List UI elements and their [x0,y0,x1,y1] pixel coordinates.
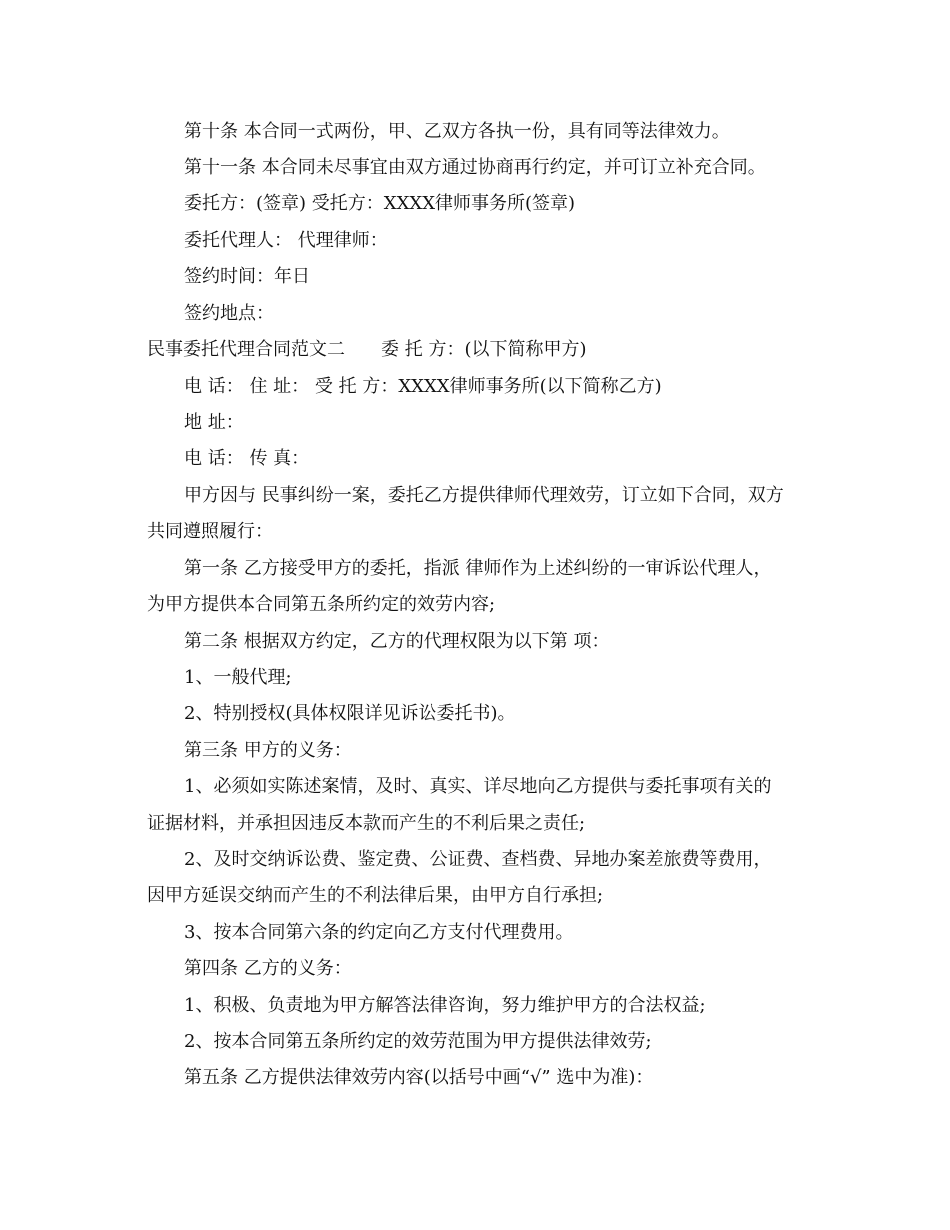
text-line: 2、按本合同第五条所约定的效劳范围为甲方提供法律效劳; [184,1031,652,1052]
text-line: 地 址： [184,412,244,433]
text-line: 1、必须如实陈述案情，及时、真实、详尽地向乙方提供与委托事项有关的 [184,776,772,797]
text-line: 第五条 乙方提供法律效劳内容(以括号中画“√” 选中为准)： [184,1067,654,1088]
text-line: 共同遵照履行： [147,521,273,542]
text-line: 委托方：(签章) 受托方：XXXX律师事务所(签章) [184,193,576,214]
text-line: 1、一般代理; [184,667,292,688]
text-line: 因甲方延误交纳而产生的不利法律后果，由甲方自行承担; [147,885,604,906]
text-line: 第四条 乙方的义务： [184,958,352,979]
text-line: 甲方因与 民事纠纷一案，委托乙方提供律师代理效劳，订立如下合同，双方 [184,485,784,506]
text-line: 第二条 根据双方约定，乙方的代理权限为以下第 项： [184,631,610,652]
text-line: 民事委托代理合同范文二 委 托 方：(以下简称甲方) [147,339,587,360]
text-line: 签约时间：年日 [184,266,310,287]
text-line: 电 话： 传 真： [184,448,310,469]
text-line: 第十一条 本合同未尽事宜由双方通过协商再行约定，并可订立补充合同。 [184,157,766,178]
text-line: 签约地点： [184,303,274,324]
text-line: 委托代理人： 代理律师： [184,230,388,251]
text-line: 第三条 甲方的义务： [184,740,352,761]
text-line: 第一条 乙方接受甲方的委托，指派 律师作为上述纠纷的一审诉讼代理人， [184,558,772,579]
text-line: 为甲方提供本合同第五条所约定的效劳内容; [147,594,496,615]
text-line: 1、积极、负责地为甲方解答法律咨询，努力维护甲方的合法权益; [184,995,706,1016]
text-line: 电 话： 住 址： 受 托 方：XXXX律师事务所(以下简称乙方) [184,376,662,397]
text-line: 3、按本合同第六条的约定向乙方支付代理费用。 [184,922,574,943]
text-line: 2、特别授权(具体权限详见诉讼委托书)。 [184,703,516,724]
text-line: 证据材料，并承担因违反本款而产生的不利后果之责任; [147,813,586,834]
text-line: 第十条 本合同一式两份，甲、乙双方各执一份，具有同等法律效力。 [184,121,730,142]
text-line: 2、及时交纳诉讼费、鉴定费、公证费、查档费、异地办案差旅费等费用， [184,849,772,870]
